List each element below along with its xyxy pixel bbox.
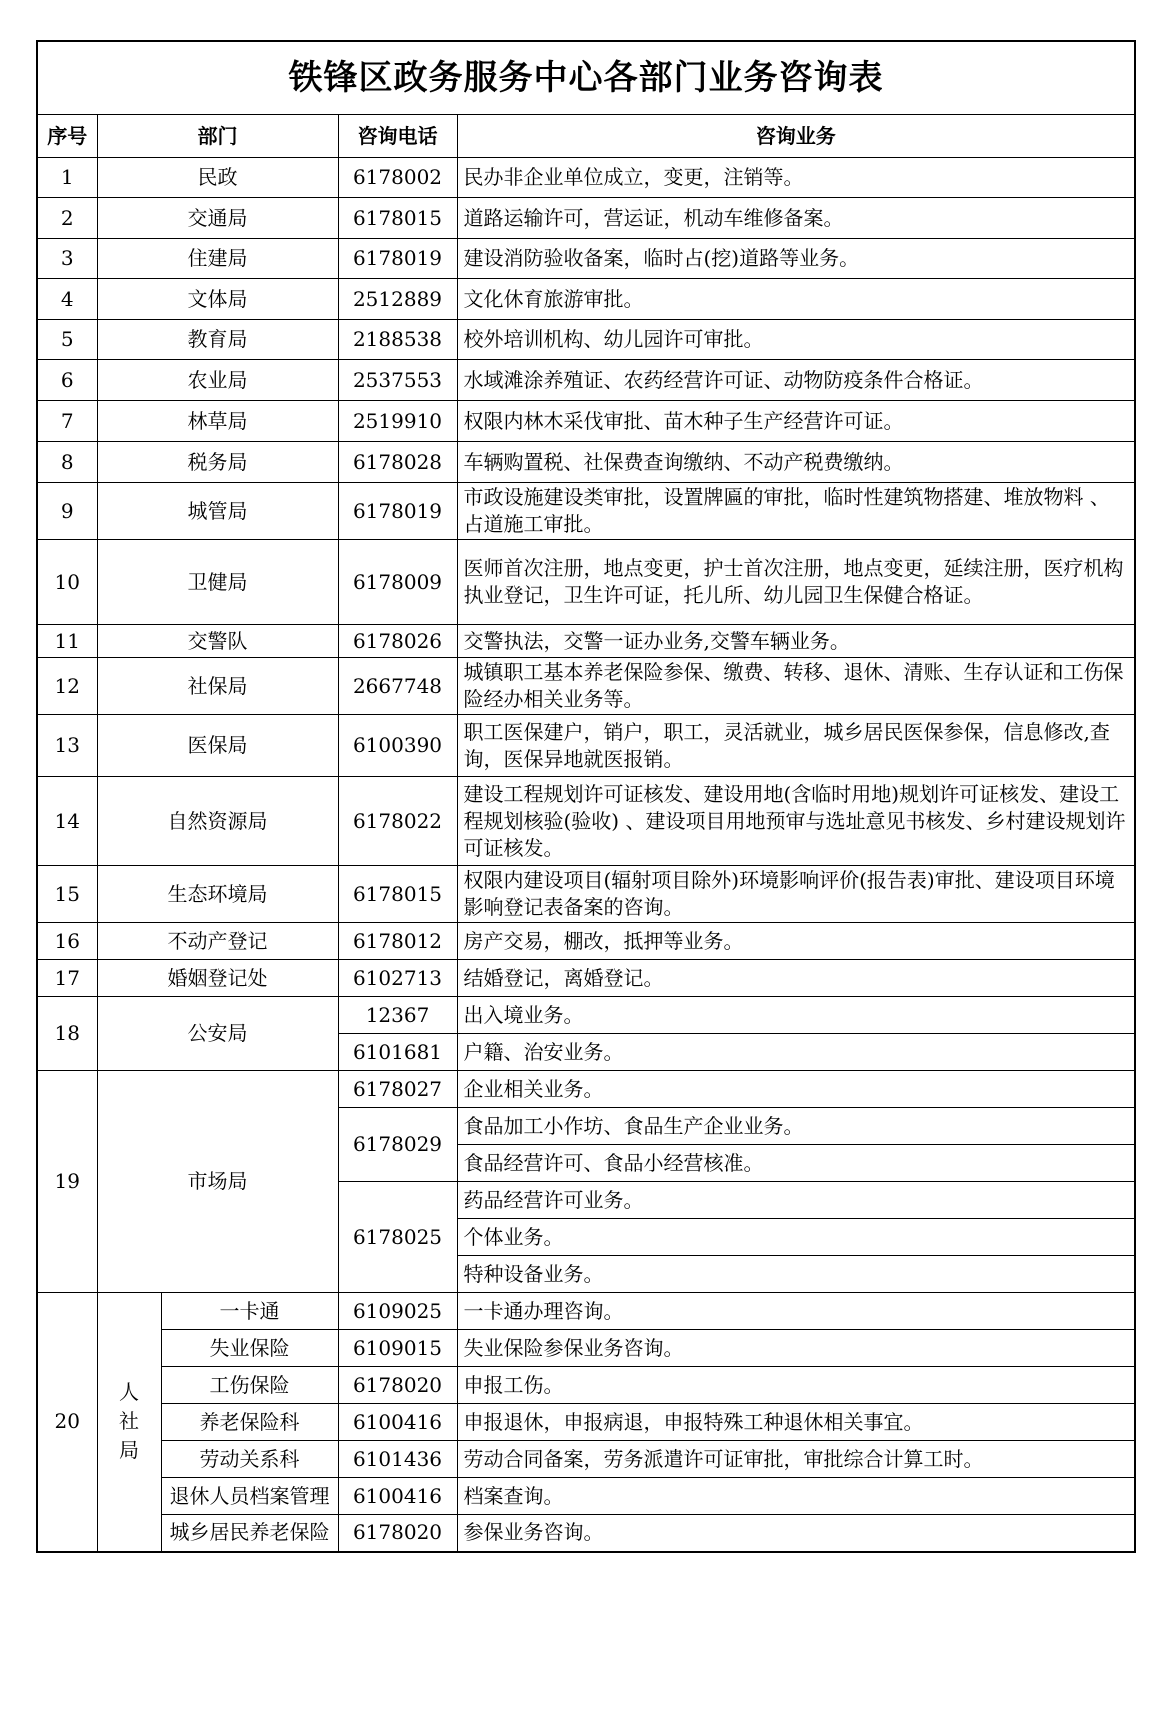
business-description: 车辆购置税、社保费查询缴纳、不动产税费缴纳。 bbox=[457, 442, 1135, 483]
phone-number: 6101436 bbox=[338, 1441, 457, 1478]
table-row bbox=[37, 1071, 1135, 1108]
phone-number: 6100416 bbox=[338, 1478, 457, 1515]
business-description: 劳动合同备案，劳务派遣许可证审批，审批综合计算工时。 bbox=[457, 1441, 1135, 1478]
business-description: 城镇职工基本养老保险参保、缴费、转移、退休、清账、生存认证和工伤保险经办相关业务等。 bbox=[457, 658, 1135, 715]
table-row bbox=[37, 1367, 1135, 1404]
phone-number: 6178029 bbox=[338, 1108, 457, 1182]
table-row bbox=[37, 960, 1135, 997]
row-number: 16 bbox=[37, 923, 97, 960]
header-no: 序号 bbox=[37, 115, 97, 158]
business-description: 特种设备业务。 bbox=[457, 1256, 1135, 1293]
sub-department: 城乡居民养老保险 bbox=[161, 1515, 338, 1552]
department: 民政 bbox=[97, 158, 338, 198]
department: 卫健局 bbox=[97, 540, 338, 625]
department: 文体局 bbox=[97, 279, 338, 320]
phone-number: 6178002 bbox=[338, 158, 457, 198]
business-description: 道路运输许可，营运证，机动车维修备案。 bbox=[457, 198, 1135, 239]
department: 农业局 bbox=[97, 360, 338, 401]
row-number: 3 bbox=[37, 239, 97, 279]
consultation-table bbox=[36, 40, 1136, 1553]
business-description: 药品经营许可业务。 bbox=[457, 1182, 1135, 1219]
table-row bbox=[37, 625, 1135, 658]
phone-number: 6178012 bbox=[338, 923, 457, 960]
business-description: 权限内林木采伐审批、苗木种子生产经营许可证。 bbox=[457, 401, 1135, 442]
table-row bbox=[37, 866, 1135, 923]
department: 税务局 bbox=[97, 442, 338, 483]
table-row bbox=[37, 401, 1135, 442]
phone-number: 6178025 bbox=[338, 1182, 457, 1293]
sub-department: 退休人员档案管理 bbox=[161, 1478, 338, 1515]
table-row bbox=[37, 239, 1135, 279]
phone-number: 2519910 bbox=[338, 401, 457, 442]
row-number: 5 bbox=[37, 320, 97, 360]
phone-number: 6178022 bbox=[338, 777, 457, 866]
phone-number: 6102713 bbox=[338, 960, 457, 997]
department: 住建局 bbox=[97, 239, 338, 279]
row-number: 9 bbox=[37, 483, 97, 540]
row-number: 20 bbox=[37, 1293, 97, 1552]
phone-number: 6178026 bbox=[338, 625, 457, 658]
business-description: 文化休育旅游审批。 bbox=[457, 279, 1135, 320]
business-description: 建设工程规划许可证核发、建设用地(含临时用地)规划许可证核发、建设工程规划核验(验收) 、建设项目用地预审与选址意见书核发、乡村建设规划许可证核发。 bbox=[457, 777, 1135, 866]
business-description: 一卡通办理咨询。 bbox=[457, 1293, 1135, 1330]
business-description: 申报退休，申报病退，申报特殊工种退休相关事宜。 bbox=[457, 1404, 1135, 1441]
row-number: 7 bbox=[37, 401, 97, 442]
phone-number: 2188538 bbox=[338, 320, 457, 360]
phone-number: 6178020 bbox=[338, 1367, 457, 1404]
department: 生态环境局 bbox=[97, 866, 338, 923]
sub-department: 失业保险 bbox=[161, 1330, 338, 1367]
table-row bbox=[37, 279, 1135, 320]
phone-number: 2667748 bbox=[338, 658, 457, 715]
business-description: 市政设施建设类审批，设置牌匾的审批，临时性建筑物搭建、堆放物料 、 占道施工审批。 bbox=[457, 483, 1135, 540]
row-number: 19 bbox=[37, 1071, 97, 1293]
phone-number: 6178015 bbox=[338, 866, 457, 923]
table-row bbox=[37, 997, 1135, 1034]
department: 城管局 bbox=[97, 483, 338, 540]
department-char: 人 bbox=[119, 1380, 139, 1405]
table-row bbox=[37, 198, 1135, 239]
phone-number: 2537553 bbox=[338, 360, 457, 401]
sub-department: 劳动关系科 bbox=[161, 1441, 338, 1478]
consultation-sheet bbox=[36, 40, 1134, 1553]
table-row bbox=[37, 442, 1135, 483]
business-description: 食品加工小作坊、食品生产企业业务。 bbox=[457, 1108, 1135, 1145]
table-row bbox=[37, 1404, 1135, 1441]
row-number: 4 bbox=[37, 279, 97, 320]
table-row bbox=[37, 658, 1135, 715]
department: 婚姻登记处 bbox=[97, 960, 338, 997]
phone-number: 6101681 bbox=[338, 1034, 457, 1071]
phone-number: 6100416 bbox=[338, 1404, 457, 1441]
business-description: 参保业务咨询。 bbox=[457, 1515, 1135, 1552]
table-row bbox=[37, 483, 1135, 540]
phone-number: 6178015 bbox=[338, 198, 457, 239]
business-description: 档案查询。 bbox=[457, 1478, 1135, 1515]
business-description: 医师首次注册，地点变更，护士首次注册，地点变更，延续注册，医疗机构执业登记，卫生许可证，托儿所、幼儿园卫生保健合格证。 bbox=[457, 540, 1135, 625]
business-description: 申报工伤。 bbox=[457, 1367, 1135, 1404]
business-description: 出入境业务。 bbox=[457, 997, 1135, 1034]
business-description: 结婚登记，离婚登记。 bbox=[457, 960, 1135, 997]
phone-number: 6100390 bbox=[338, 715, 457, 777]
business-description: 职工医保建户，销户，职工，灵活就业，城乡居民医保参保，信息修改,查询，医保异地就医报销。 bbox=[457, 715, 1135, 777]
sub-department: 工伤保险 bbox=[161, 1367, 338, 1404]
sub-department: 养老保险科 bbox=[161, 1404, 338, 1441]
business-description: 权限内建设项目(辐射项目除外)环境影响评价(报告表)审批、建设项目环境影响登记表备案的咨询。 bbox=[457, 866, 1135, 923]
phone-number: 6178027 bbox=[338, 1071, 457, 1108]
table-row bbox=[37, 320, 1135, 360]
row-number: 10 bbox=[37, 540, 97, 625]
table-row bbox=[37, 158, 1135, 198]
table-row bbox=[37, 923, 1135, 960]
phone-number: 6178009 bbox=[338, 540, 457, 625]
table-row bbox=[37, 1441, 1135, 1478]
department: 自然资源局 bbox=[97, 777, 338, 866]
table-row bbox=[37, 540, 1135, 625]
business-description: 交警执法，交警一证办业务,交警车辆业务。 bbox=[457, 625, 1135, 658]
phone-number: 6178019 bbox=[338, 483, 457, 540]
sub-department: 一卡通 bbox=[161, 1293, 338, 1330]
department: 不动产登记 bbox=[97, 923, 338, 960]
phone-number: 6109015 bbox=[338, 1330, 457, 1367]
department-vertical bbox=[97, 1293, 161, 1552]
phone-number: 12367 bbox=[338, 997, 457, 1034]
row-number: 8 bbox=[37, 442, 97, 483]
business-description: 失业保险参保业务咨询。 bbox=[457, 1330, 1135, 1367]
header-business: 咨询业务 bbox=[457, 115, 1135, 158]
business-description: 水域滩涂养殖证、农药经营许可证、动物防疫条件合格证。 bbox=[457, 360, 1135, 401]
table-row bbox=[37, 1478, 1135, 1515]
department: 林草局 bbox=[97, 401, 338, 442]
phone-number: 6178028 bbox=[338, 442, 457, 483]
header-dept: 部门 bbox=[97, 115, 338, 158]
row-number: 15 bbox=[37, 866, 97, 923]
phone-number: 6178019 bbox=[338, 239, 457, 279]
department: 公安局 bbox=[97, 997, 338, 1071]
row-number: 17 bbox=[37, 960, 97, 997]
table-row bbox=[37, 360, 1135, 401]
row-number: 18 bbox=[37, 997, 97, 1071]
row-number: 13 bbox=[37, 715, 97, 777]
row-number: 12 bbox=[37, 658, 97, 715]
department: 交通局 bbox=[97, 198, 338, 239]
header-phone: 咨询电话 bbox=[338, 115, 457, 158]
business-description: 民办非企业单位成立，变更，注销等。 bbox=[457, 158, 1135, 198]
business-description: 企业相关业务。 bbox=[457, 1071, 1135, 1108]
department: 社保局 bbox=[97, 658, 338, 715]
table-row bbox=[37, 1293, 1135, 1330]
department-char: 社 bbox=[119, 1409, 139, 1434]
phone-number: 6109025 bbox=[338, 1293, 457, 1330]
business-description: 个体业务。 bbox=[457, 1219, 1135, 1256]
table-row bbox=[37, 1515, 1135, 1552]
business-description: 校外培训机构、幼儿园许可审批。 bbox=[457, 320, 1135, 360]
phone-number: 2512889 bbox=[338, 279, 457, 320]
header-row bbox=[37, 115, 1135, 158]
business-description: 房产交易，棚改，抵押等业务。 bbox=[457, 923, 1135, 960]
business-description: 建设消防验收备案，临时占(挖)道路等业务。 bbox=[457, 239, 1135, 279]
table-row bbox=[37, 715, 1135, 777]
business-description: 食品经营许可、食品小经营核准。 bbox=[457, 1145, 1135, 1182]
table-row bbox=[37, 1330, 1135, 1367]
row-number: 11 bbox=[37, 625, 97, 658]
page-title: 铁锋区政务服务中心各部门业务咨询表 bbox=[37, 41, 1135, 115]
table-row bbox=[37, 777, 1135, 866]
department: 交警队 bbox=[97, 625, 338, 658]
department: 医保局 bbox=[97, 715, 338, 777]
department: 教育局 bbox=[97, 320, 338, 360]
row-number: 1 bbox=[37, 158, 97, 198]
department: 市场局 bbox=[97, 1071, 338, 1293]
business-description: 户籍、治安业务。 bbox=[457, 1034, 1135, 1071]
department-char: 局 bbox=[119, 1438, 139, 1463]
row-number: 14 bbox=[37, 777, 97, 866]
phone-number: 6178020 bbox=[338, 1515, 457, 1552]
row-number: 6 bbox=[37, 360, 97, 401]
row-number: 2 bbox=[37, 198, 97, 239]
